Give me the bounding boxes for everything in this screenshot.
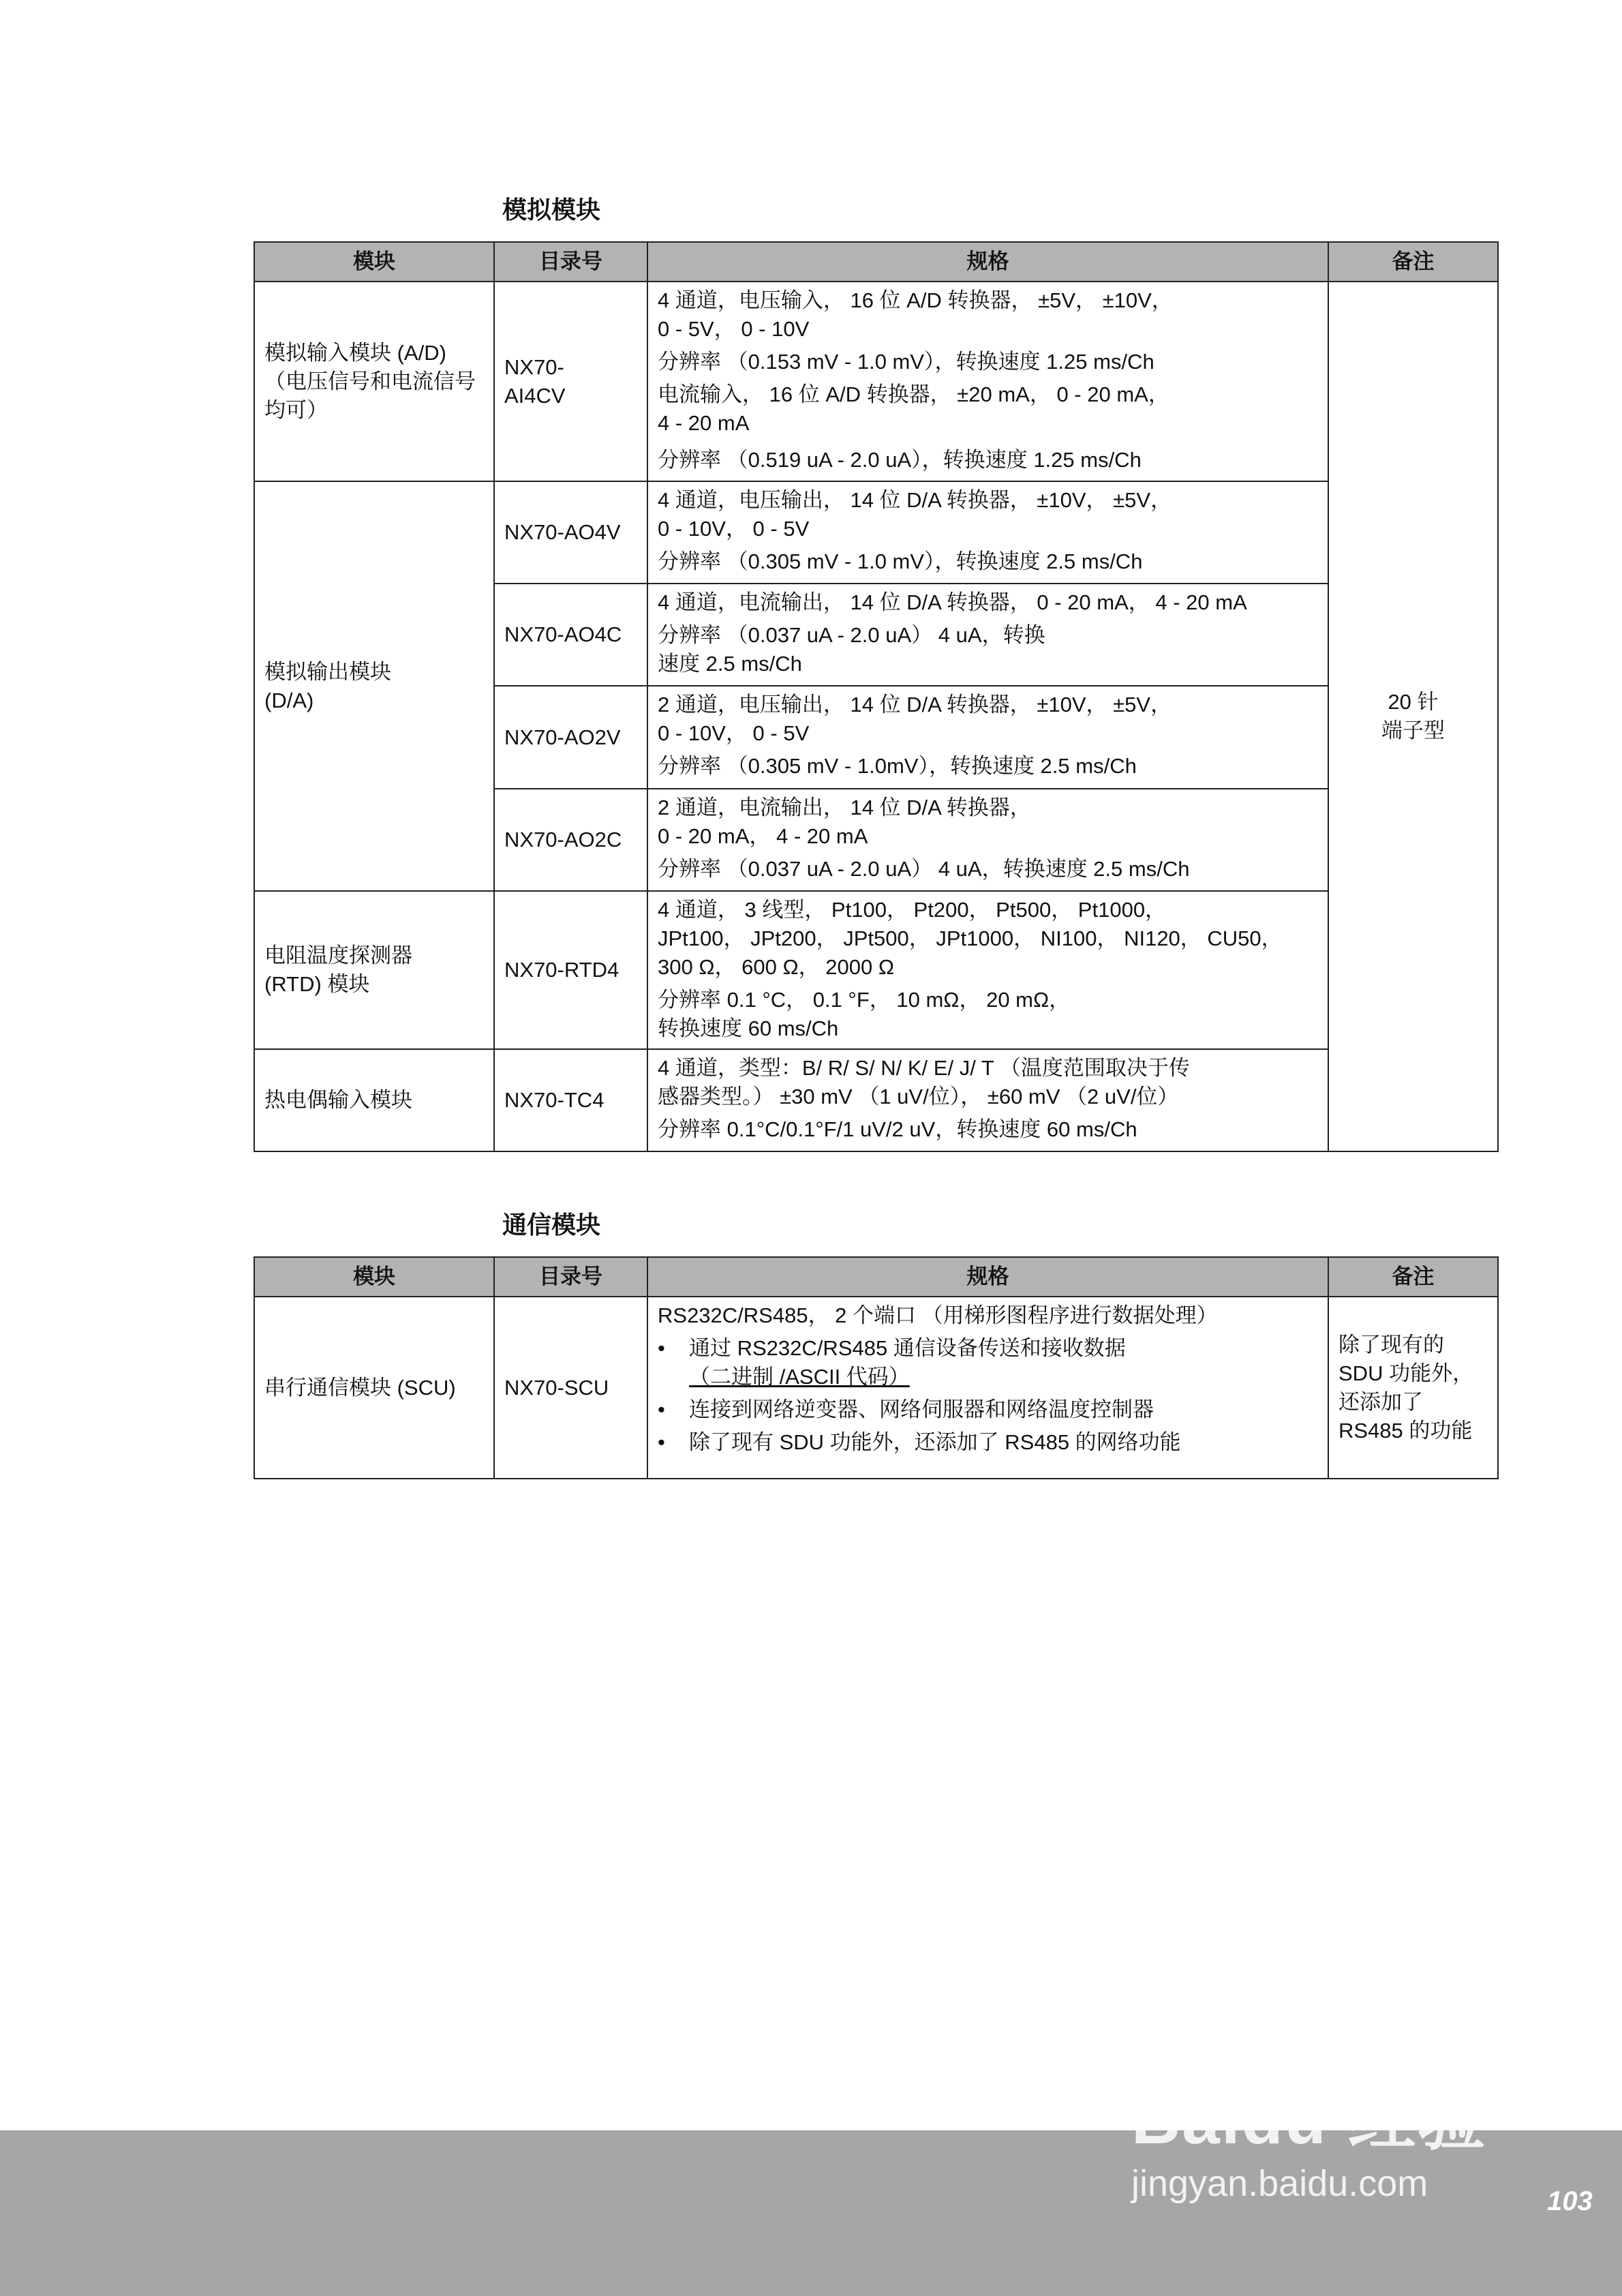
- module-cell: 模拟输入模块 (A/D) （电压信号和电流信号均可）: [254, 282, 494, 481]
- spec-line: 分辨率 （0.305 mV - 1.0mV），转换速度 2.5 ms/Ch: [658, 754, 1137, 778]
- header-module: 模块: [254, 1257, 494, 1297]
- table-row: [254, 1049, 1498, 1151]
- table-row: [254, 891, 1498, 1049]
- spec-cell: [647, 584, 1328, 686]
- note-cell: 20 针 端子型: [1328, 282, 1498, 1151]
- page-number: 103: [1547, 2186, 1593, 2216]
- spec-line: 分辨率 （0.305 mV - 1.0 mV），转换速度 2.5 ms/Ch: [658, 549, 1143, 573]
- comm-section-title: 通信模块: [502, 1211, 601, 1239]
- spec-cell: [647, 686, 1328, 789]
- table-header-row: [254, 1257, 1498, 1297]
- catalog-cell: NX70-AO2V: [494, 686, 647, 789]
- module-cell: 模拟输出模块 (D/A): [254, 481, 494, 891]
- list-item: • 连接到网络逆变器、网络伺服器和网络温度控制器: [658, 1395, 1318, 1424]
- module-cell: 热电偶输入模块: [254, 1049, 494, 1151]
- catalog-cell: NX70-SCU: [494, 1297, 647, 1479]
- spec-line: 分辨率 0.1°C/0.1°F/1 uV/2 uV，转换速度 60 ms/Ch: [658, 1117, 1137, 1141]
- table-row: [254, 1297, 1498, 1479]
- spec-cell: [647, 789, 1328, 891]
- catalog-cell: NX70-AO2C: [494, 789, 647, 891]
- spec-line: RS232C/RS485， 2 个端口 （用梯形图程序进行数据处理）: [658, 1303, 1218, 1327]
- spec-cell: [647, 282, 1328, 481]
- catalog-cell: NX70-AO4C: [494, 584, 647, 686]
- list-item: • 除了现有 SDU 功能外，还添加了 RS485 的网络功能: [658, 1428, 1318, 1457]
- module-cell: 串行通信模块 (SCU): [254, 1297, 494, 1479]
- spec-line: 分辨率 （0.519 uA - 2.0 uA），转换速度 1.25 ms/Ch: [658, 448, 1142, 472]
- spec-cell: [647, 1049, 1328, 1151]
- spec-line: 分辨率 （0.153 mV - 1.0 mV），转换速度 1.25 ms/Ch: [658, 350, 1154, 374]
- analog-section-title: 模拟模块: [502, 196, 601, 224]
- spec-cell: [647, 1297, 1328, 1479]
- header-catalog: 目录号: [494, 242, 647, 282]
- spec-line: 4 通道，电压输入， 16 位 A/D 转换器， ±5V， ±10V， 0 - 5V， 0 - 10V: [658, 288, 1173, 341]
- catalog-cell: NX70-RTD4: [494, 891, 647, 1049]
- note-cell: 除了现有的 SDU 功能外， 还添加了 RS485 的功能: [1328, 1297, 1498, 1479]
- watermark-brand: Baidu 经验: [1131, 2082, 1487, 2158]
- header-spec: 规格: [647, 1257, 1328, 1297]
- spec-line: 分辨率 0.1 °C， 0.1 °F， 10 mΩ， 20 mΩ， 转换速度 60 ms/Ch: [658, 988, 1071, 1040]
- header-spec: 规格: [647, 242, 1328, 282]
- header-note: 备注: [1328, 1257, 1498, 1297]
- table-row: [254, 282, 1498, 481]
- comm-modules-table: [254, 1256, 1499, 1479]
- spec-line: 4 通道，类型：B/ R/ S/ N/ K/ E/ J/ T （温度范围取决于传 感器类型。） ±30 mV （1 uV/位）， ±60 mV （2 uV/位）: [658, 1056, 1190, 1108]
- module-cell: 电阻温度探测器 (RTD) 模块: [254, 891, 494, 1049]
- table-row: [254, 481, 1498, 584]
- watermark-url: jingyan.baidu.com: [1131, 2163, 1428, 2204]
- list-item: [658, 1334, 1318, 1391]
- spec-cell: [647, 891, 1328, 1049]
- spec-cell: [647, 481, 1328, 584]
- analog-modules-table: [254, 241, 1499, 1152]
- table-header-row: [254, 242, 1498, 282]
- header-catalog: 目录号: [494, 1257, 647, 1297]
- baidu-watermark-logo: [1131, 2079, 1487, 2206]
- spec-bullet-list: [658, 1334, 1318, 1457]
- spec-line: 4 通道，电流输出， 14 位 D/A 转换器， 0 - 20 mA， 4 - 20 mA: [658, 590, 1247, 614]
- spec-line: 分辨率 （0.037 uA - 2.0 uA） 4 uA，转换速度 2.5 ms/Ch: [658, 857, 1190, 881]
- header-module: 模块: [254, 242, 494, 282]
- spec-line: 4 通道，电压输出， 14 位 D/A 转换器， ±10V， ±5V， 0 - 10V， 0 - 5V: [658, 488, 1172, 541]
- header-note: 备注: [1328, 242, 1498, 282]
- spec-line: 4 通道， 3 线型， Pt100， Pt200， Pt500， Pt1000， JPt100， JPt200， JPt500， JPt1000， NI100， NI120， CU50， 300 Ω， 600 Ω， 2000 Ω: [658, 898, 1283, 979]
- catalog-cell: NX70-AO4V: [494, 481, 647, 584]
- spec-line: 2 通道，电压输出， 14 位 D/A 转换器， ±10V， ±5V， 0 - 10V， 0 - 5V: [658, 693, 1172, 745]
- spec-line: 电流输入， 16 位 A/D 转换器， ±20 mA， 0 - 20 mA， 4 - 20 mA: [658, 382, 1169, 435]
- spec-line: 2 通道，电流输出， 14 位 D/A 转换器， 0 - 20 mA， 4 - 20 mA: [658, 796, 1031, 848]
- bullet-subtext: （二进制 /ASCII 代码）: [689, 1365, 910, 1389]
- catalog-cell: NX70- AI4CV: [494, 282, 647, 481]
- bullet-text: 通过 RS232C/RS485 通信设备传送和接收数据: [689, 1336, 1126, 1360]
- catalog-cell: NX70-TC4: [494, 1049, 647, 1151]
- spec-line: 分辨率 （0.037 uA - 2.0 uA） 4 uA，转换 速度 2.5 ms/Ch: [658, 623, 1045, 676]
